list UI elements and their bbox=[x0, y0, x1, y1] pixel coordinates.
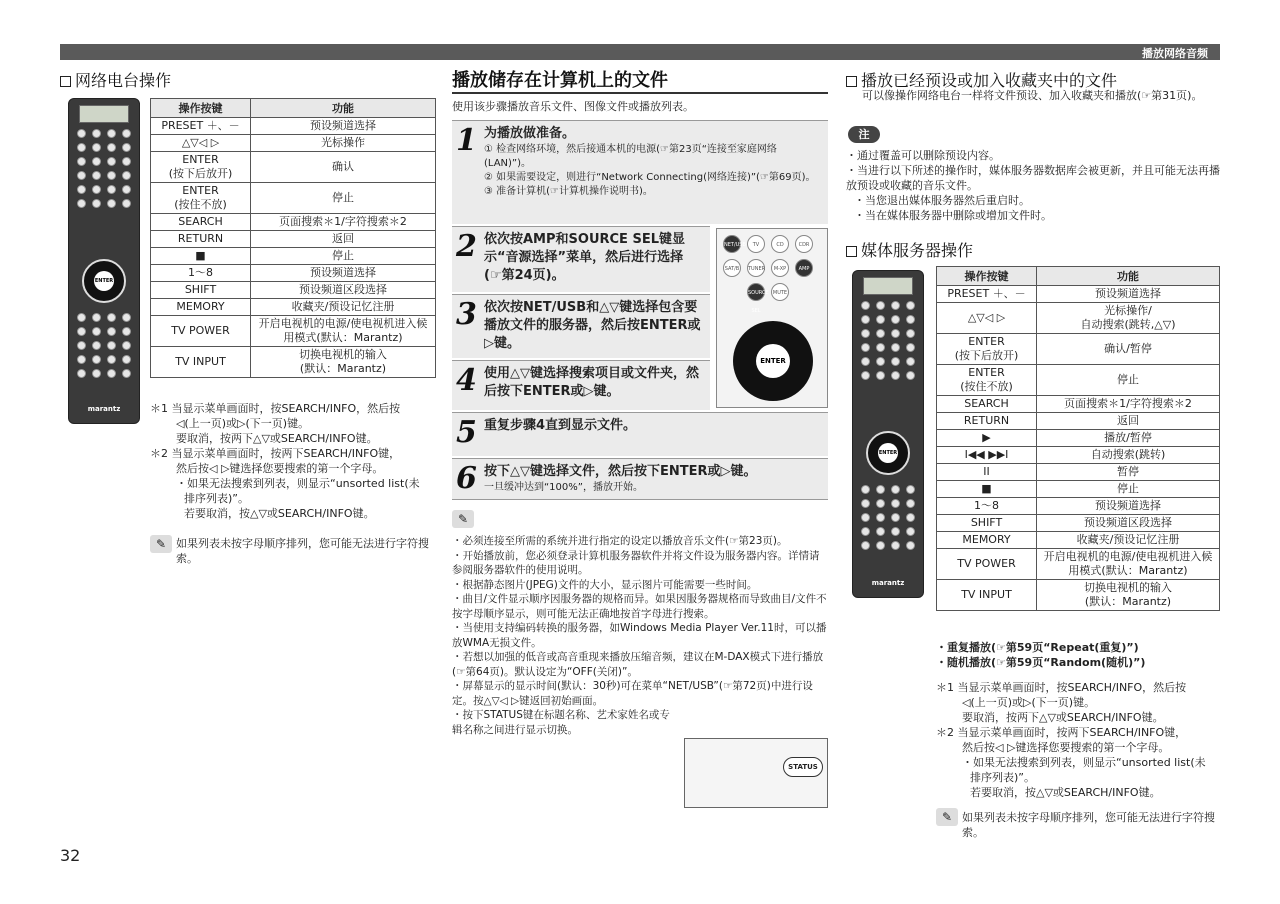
function-cell: 返回 bbox=[251, 231, 436, 248]
key-cell: ▶ bbox=[937, 430, 1037, 447]
dpad-icon bbox=[82, 259, 126, 303]
function-cell: 确认/暂停 bbox=[1037, 334, 1220, 365]
table-header: 功能 bbox=[1037, 267, 1220, 286]
table-row bbox=[151, 316, 436, 347]
right-tip: 如果列表未按字母顺序排列，您可能无法进行字符搜索。 bbox=[962, 811, 1215, 839]
table-row bbox=[937, 580, 1220, 611]
key-cell: △▽◁ ▷ bbox=[151, 135, 251, 152]
page-number: 32 bbox=[60, 846, 81, 865]
right-desc: 可以像操作网络电台一样将文件预设、加入收藏夹和播放(☞第31页)。 bbox=[862, 89, 1203, 102]
function-cell: 光标操作 bbox=[251, 135, 436, 152]
key-cell: RETURN bbox=[151, 231, 251, 248]
function-cell: 预设频道选择 bbox=[1037, 286, 1220, 303]
step-3 bbox=[452, 294, 710, 358]
key-cell: RETURN bbox=[937, 413, 1037, 430]
function-cell: 预设频道选择 bbox=[251, 265, 436, 282]
function-cell: 预设频道区段选择 bbox=[251, 282, 436, 299]
right-footnotes: ＊1 当显示菜单画面时，按SEARCH/INFO，然后按 ◁(上一页)或▷(下一页)键。 要取消，按两下△▽或SEARCH/INFO键。 ＊2 当显示菜单画面时，按两下SEARCH/INFO键， 然后按◁ ▷键选择您要搜索的第一个字母。 ・如果无法搜索到列表，则显示“unsorted list(未 排序列表)”。 若要取消，按△▽或SEARCH/INFO键。 bbox=[936, 681, 1206, 799]
step-heading: 依次按NET/USB和△▽键选择包含要播放文件的服务器，然后按ENTER或▷键。 bbox=[484, 300, 701, 351]
square-bullet-icon bbox=[846, 76, 857, 87]
remote-control-image-left bbox=[68, 98, 140, 424]
table-row bbox=[151, 183, 436, 214]
step-6: 6 按下△▽键选择文件，然后按下ENTER或▷键。 一旦缓冲达到“100%”，播放开始。 bbox=[452, 458, 828, 500]
net-usb-button: NET/USB bbox=[723, 235, 741, 253]
brand-logo: marantz bbox=[87, 405, 121, 413]
key-cell: 1～8 bbox=[151, 265, 251, 282]
table-row bbox=[151, 152, 436, 183]
table-row bbox=[151, 248, 436, 265]
key-cell: TV INPUT bbox=[937, 580, 1037, 611]
remote-control-image-right bbox=[852, 270, 924, 598]
table-row bbox=[937, 515, 1220, 532]
key-cell: ■ bbox=[151, 248, 251, 265]
function-cell: 开启电视机的电源/使电视机进入候用模式(默认：Marantz) bbox=[1037, 549, 1220, 580]
key-cell: TV POWER bbox=[151, 316, 251, 347]
step-number: 5 bbox=[456, 415, 477, 450]
square-bullet-icon bbox=[846, 246, 857, 257]
table-row bbox=[151, 347, 436, 378]
right-section-title-1: 播放已经预设或加入收藏夹中的文件 bbox=[846, 68, 1117, 91]
step-number: 6 bbox=[456, 461, 477, 496]
table-row bbox=[937, 532, 1220, 549]
function-cell: 预设频道区段选择 bbox=[1037, 515, 1220, 532]
key-cell: SHIFT bbox=[937, 515, 1037, 532]
step-heading: 按下△▽键选择文件，然后按下ENTER或▷键。 bbox=[484, 464, 757, 479]
key-cell: ■ bbox=[937, 481, 1037, 498]
step-2 bbox=[452, 226, 710, 292]
table-row bbox=[937, 413, 1220, 430]
key-cell: MEMORY bbox=[151, 299, 251, 316]
key-cell: △▽◁ ▷ bbox=[937, 303, 1037, 334]
step-heading: 为播放做准备。 bbox=[484, 126, 576, 141]
function-cell: 停止 bbox=[1037, 481, 1220, 498]
function-cell: 停止 bbox=[251, 248, 436, 265]
left-tip: 如果列表未按字母顺序排列，您可能无法进行字符搜索。 bbox=[176, 537, 429, 565]
left-footnotes: ＊1 当显示菜单画面时，按SEARCH/INFO，然后按 ◁(上一页)或▷(下一页)键。 要取消，按两下△▽或SEARCH/INFO键。 ＊2 当显示菜单画面时，按两下SEARCH/INFO键， 然后按◁ ▷键选择您要搜索的第一个字母。 ・如果无法搜索到列表，则显示“unsorted list(未 排序列表)”。 若要取消，按△▽或SEARCH/INFO键。 bbox=[150, 402, 420, 520]
key-cell: PRESET ＋、－ bbox=[937, 286, 1037, 303]
key-cell: ENTER (按住不放) bbox=[937, 365, 1037, 396]
function-cell: 确认 bbox=[251, 152, 436, 183]
step-heading: 重复步骤4直到显示文件。 bbox=[484, 418, 637, 433]
table-row bbox=[937, 430, 1220, 447]
step-5 bbox=[452, 412, 828, 456]
function-cell: 页面搜索＊1/字符搜索＊2 bbox=[1037, 396, 1220, 413]
function-cell: 播放/暂停 bbox=[1037, 430, 1220, 447]
function-cell: 收藏夹/预设记忆注册 bbox=[1037, 532, 1220, 549]
right-function-table bbox=[936, 266, 1220, 611]
pencil-icon: ✎ bbox=[936, 808, 958, 826]
pencil-icon: ✎ bbox=[150, 535, 172, 553]
key-cell: ENTER (按住不放) bbox=[151, 183, 251, 214]
table-row bbox=[151, 299, 436, 316]
key-cell: II bbox=[937, 464, 1037, 481]
table-header: 操作按键 bbox=[151, 99, 251, 118]
key-cell: SEARCH bbox=[151, 214, 251, 231]
function-cell: 收藏夹/预设记忆注册 bbox=[251, 299, 436, 316]
dpad-icon bbox=[866, 431, 910, 475]
key-cell: I◀◀ ▶▶I bbox=[937, 447, 1037, 464]
function-cell: 切换电视机的输入 (默认：Marantz) bbox=[251, 347, 436, 378]
table-row bbox=[937, 396, 1220, 413]
title-underline bbox=[452, 92, 828, 94]
remote-photo: NET/USB TV CD CDR SAT/B TUNER M-XP AMP SOURCE SEL MUTE ENTER bbox=[716, 228, 828, 408]
middle-subtitle: 使用该步骤播放音乐文件、图像文件或播放列表。 bbox=[452, 100, 694, 113]
function-cell: 自动搜索(跳转) bbox=[1037, 447, 1220, 464]
note-badge: 注 bbox=[848, 126, 880, 143]
brand-logo: marantz bbox=[871, 579, 905, 587]
table-row bbox=[937, 481, 1220, 498]
table-row bbox=[151, 265, 436, 282]
step-heading: 依次按AMP和SOURCE SEL键显示“音源选择”菜单，然后进行选择 (☞第24页)。 bbox=[484, 232, 685, 283]
table-row bbox=[937, 334, 1220, 365]
function-cell: 预设频道选择 bbox=[251, 118, 436, 135]
function-cell: 停止 bbox=[251, 183, 436, 214]
key-cell: 1～8 bbox=[937, 498, 1037, 515]
step-1: 1 为播放做准备。 ① 检查网络环境，然后接通本机的电源(☞第23页“连接至家庭网络(LAN)”)。 ② 如果需要设定，则进行“Network Connecting(网络连接)”(☞第69页)。 ③ 准备计算机(☞计算机操作说明书)。 bbox=[452, 120, 828, 224]
left-function-table bbox=[150, 98, 436, 378]
table-row bbox=[937, 498, 1220, 515]
step-number: 1 bbox=[456, 123, 477, 158]
right-bullets: ・重复播放(☞第59页“Repeat(重复)”) ・随机播放(☞第59页“Random(随机)”) bbox=[936, 641, 1146, 669]
table-row bbox=[151, 282, 436, 299]
table-row bbox=[151, 214, 436, 231]
step-4 bbox=[452, 360, 710, 410]
function-cell: 光标操作/ 自动搜索(跳转,△▽) bbox=[1037, 303, 1220, 334]
step-number: 4 bbox=[456, 363, 477, 398]
function-cell: 切换电视机的输入 (默认：Marantz) bbox=[1037, 580, 1220, 611]
function-cell: 开启电视机的电源/使电视机进入候用模式(默认：Marantz) bbox=[251, 316, 436, 347]
receiver-status-image bbox=[684, 738, 828, 808]
left-section-title: 网络电台操作 bbox=[60, 68, 171, 91]
table-row bbox=[151, 135, 436, 152]
function-cell: 预设频道选择 bbox=[1037, 498, 1220, 515]
table-row bbox=[937, 447, 1220, 464]
step-number: 3 bbox=[456, 297, 477, 332]
pencil-icon: ✎ bbox=[452, 510, 474, 528]
header-title: 播放网络音频 bbox=[1142, 47, 1208, 60]
key-cell: MEMORY bbox=[937, 532, 1037, 549]
table-header: 功能 bbox=[251, 99, 436, 118]
table-row bbox=[937, 286, 1220, 303]
key-cell: PRESET ＋、－ bbox=[151, 118, 251, 135]
status-button: STATUS bbox=[783, 757, 823, 777]
step-heading: 使用△▽键选择搜索项目或文件夹，然后按下ENTER或▷键。 bbox=[484, 366, 699, 399]
table-row bbox=[937, 365, 1220, 396]
table-row bbox=[937, 464, 1220, 481]
right-section-title-2: 媒体服务器操作 bbox=[846, 238, 973, 261]
function-cell: 返回 bbox=[1037, 413, 1220, 430]
key-cell: ENTER (按下后放开) bbox=[937, 334, 1037, 365]
key-cell: SEARCH bbox=[937, 396, 1037, 413]
table-row bbox=[937, 303, 1220, 334]
source-sel-button: SOURCE SEL bbox=[747, 283, 765, 301]
table-row bbox=[151, 118, 436, 135]
function-cell: 页面搜索＊1/字符搜索＊2 bbox=[251, 214, 436, 231]
middle-notes: ・必须连接至所需的系统并进行指定的设定以播放音乐文件(☞第23页)。 ・开始播放前，您必须登录计算机服务器软件并将文件设为服务器内容。详情请参阅服务器软件的使用说明。 ・根据静态图片(JPEG)文件的大小，显示图片可能需要一些时间。 ・曲目/文件显示顺序因服务器的规格而异。如果因服务器规格而导致曲目/文件不按字母顺序显示，则可能无法正确地按首字母进行搜索。 ・当使用支持编码转换的服务器，如Windows Media Player Ver.11时，可以播放WMA无损文件。 ・若想以加强的低音或高音重现来播放压缩音频，建议在M-DAX模式下进行播放(☞第64页)。默认设定为“OFF(关闭)”。 ・屏幕显示的显示时间(默认：30秒)可在菜单“NET/USB”(☞第72页)中进行设定。按△▽◁ ▷键返回初始画面。 ・按下STATUS键在标题名称、艺术家姓名或专辑名称之间进行显示切换。 bbox=[452, 535, 827, 736]
square-bullet-icon bbox=[60, 76, 71, 87]
key-cell: SHIFT bbox=[151, 282, 251, 299]
table-row bbox=[937, 549, 1220, 580]
amp-button: AMP bbox=[795, 259, 813, 277]
function-cell: 停止 bbox=[1037, 365, 1220, 396]
key-cell: TV INPUT bbox=[151, 347, 251, 378]
step-number: 2 bbox=[456, 229, 477, 264]
right-notes-1: ・通过覆盖可以删除预设内容。 ・当进行以下所述的操作时，媒体服务器数据库会被更新，并且可能无法再播放预设或收藏的音乐文件。 ・当您退出媒体服务器然后重启时。 ・当在媒体服务器中删除或增加文件时。 bbox=[846, 149, 1220, 222]
header-bar bbox=[60, 44, 1220, 60]
middle-section-title: 播放储存在计算机上的文件 bbox=[452, 70, 668, 91]
function-cell: 暂停 bbox=[1037, 464, 1220, 481]
enter-dpad-icon bbox=[733, 321, 813, 401]
key-cell: ENTER (按下后放开) bbox=[151, 152, 251, 183]
table-header: 操作按键 bbox=[937, 267, 1037, 286]
key-cell: TV POWER bbox=[937, 549, 1037, 580]
table-row bbox=[151, 231, 436, 248]
